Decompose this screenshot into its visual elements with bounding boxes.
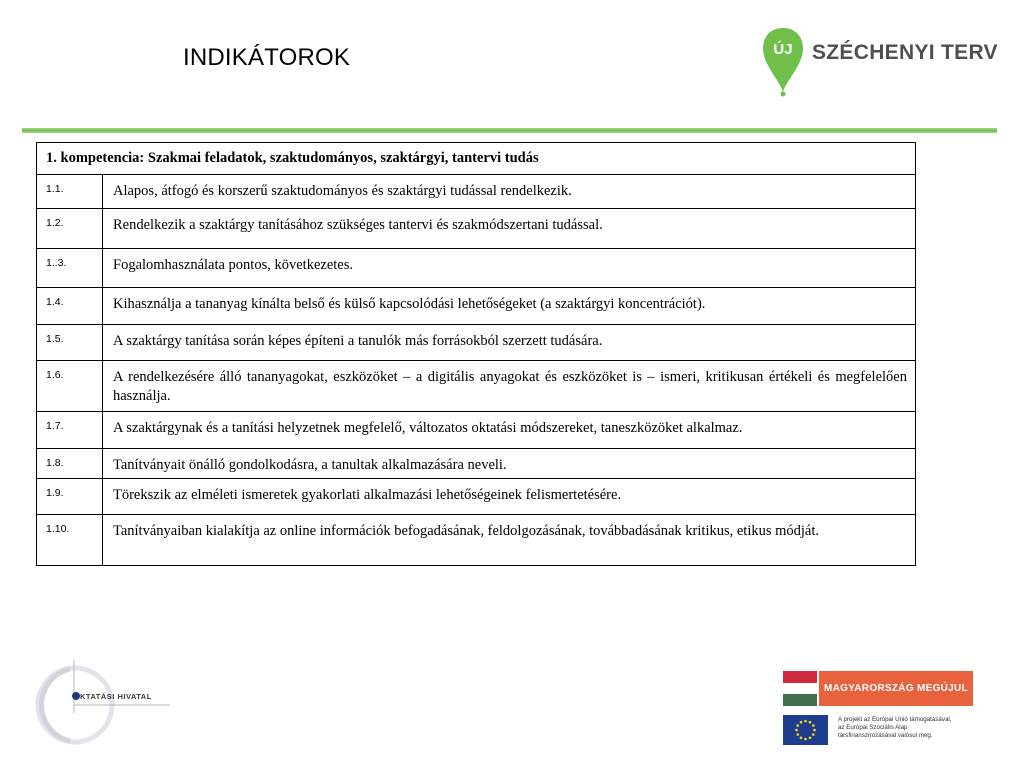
oktatasi-hivatal-logo	[30, 655, 190, 755]
table-row	[37, 325, 916, 361]
row-text: A szaktárgy tanítása során képes építeni a tanulók más forrásokból szerzett tudására.	[103, 325, 916, 361]
indicators-table	[36, 142, 916, 566]
row-number: 1.4.	[37, 288, 103, 325]
eu-note-line: az Európai Szociális Alap	[838, 724, 908, 731]
row-text: Kihasználja a tananyag kínálta belső és külső kapcsolódási lehetőségeket (a szaktárgyi koncentrációt).	[103, 288, 916, 325]
row-text: Törekszik az elméleti ismeretek gyakorlati alkalmazási lehetőségeinek felismertetésére.	[103, 479, 916, 515]
row-number: 1.1.	[37, 175, 103, 209]
row-text: Rendelkezik a szaktárgy tanításához szükséges tantervi és szakmódszertani tudással.	[103, 209, 916, 249]
table-row	[37, 479, 916, 515]
oktatasi-hivatal-text: KTATÁSI HIVATAL	[80, 692, 152, 701]
table-row	[37, 449, 916, 479]
table-row	[37, 412, 916, 449]
location-pin-icon	[760, 25, 806, 97]
page-title: INDIKÁTOROK	[183, 44, 351, 71]
table-row	[37, 249, 916, 288]
row-text: A rendelkezésére álló tananyagokat, eszközöket – a digitális anyagokat és eszközöket is – ismeri, kritikusan értékeli és megfelelően használja.	[103, 361, 916, 412]
eu-flag-icon	[783, 715, 828, 745]
eu-note-line: társfinanszírozásával valósul meg.	[838, 732, 933, 739]
table-header-row	[37, 143, 916, 175]
banner-label: MAGYARORSZÁG MEGÚJUL	[819, 671, 973, 706]
eu-note-line: A projekt az Európai Unió támogatásával,	[838, 716, 952, 723]
table-row	[37, 175, 916, 209]
table-row	[37, 361, 916, 412]
divider-line	[22, 128, 997, 133]
table-row	[37, 515, 916, 566]
row-text: Tanítványaiban kialakítja az online információk befogadásának, feldolgozásának, továbbadásának kritikus, etikus módját.	[103, 515, 916, 566]
row-number: 1.9.	[37, 479, 103, 515]
row-number: 1.10.	[37, 515, 103, 566]
magyarorszag-megujul-banner	[783, 671, 973, 706]
oktatasi-hivatal-logo-icon	[30, 655, 190, 755]
table-row	[37, 209, 916, 249]
row-number: 1.2.	[37, 209, 103, 249]
row-text: Tanítványait önálló gondolkodásra, a tanultak alkalmazására neveli.	[103, 449, 916, 479]
szechenyi-terv-logo	[760, 25, 998, 100]
row-number: 1.7.	[37, 412, 103, 449]
row-number: 1.6.	[37, 361, 103, 412]
table-header: 1. kompetencia: Szakmai feladatok, szaktudományos, szaktárgyi, tantervi tudás	[37, 143, 916, 175]
eu-support-note	[838, 716, 952, 740]
hungarian-flag-icon	[783, 671, 817, 706]
row-text: Fogalomhasználata pontos, következetes.	[103, 249, 916, 288]
row-number: 1.8.	[37, 449, 103, 479]
row-number: 1..3.	[37, 249, 103, 288]
row-text: Alapos, átfogó és korszerű szaktudományos és szaktárgyi tudással rendelkezik.	[103, 175, 916, 209]
pin-text: ÚJ	[773, 41, 793, 58]
row-number: 1.5.	[37, 325, 103, 361]
brand-text: SZÉCHENYI TERV	[812, 41, 998, 64]
row-text: A szaktárgynak és a tanítási helyzetnek megfelelő, változatos oktatási módszereket, taneszközöket alkalmaz.	[103, 412, 916, 449]
table-row	[37, 288, 916, 325]
